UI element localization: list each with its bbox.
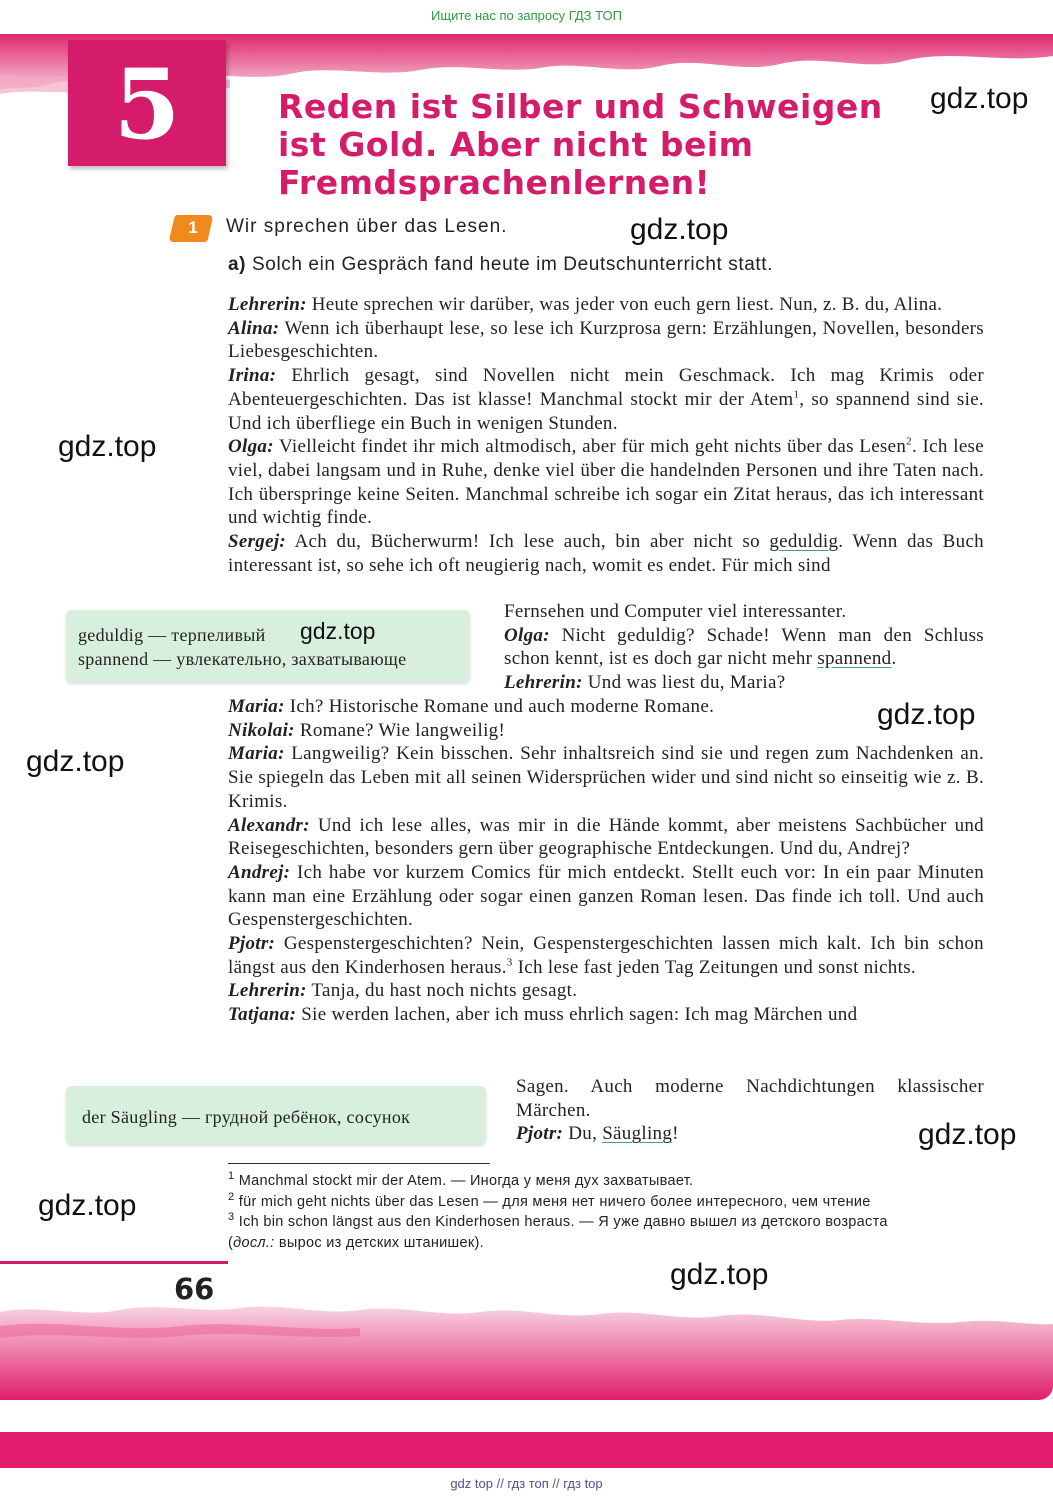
glossary-entry: der Säugling — грудной ребёнок, сосунок (82, 1107, 411, 1127)
footnote-text: вырос из детских штанишек). (278, 1234, 484, 1251)
watermark: gdz.top (918, 1118, 1017, 1151)
footnote-ref: 3 (506, 956, 513, 969)
dialogue-line: Olga: Nicht geduldig? Schade! Wenn man den Schluss schon kennt, ist es doch gar nicht mehr spannend. (504, 624, 984, 670)
line-text: Und ich lese alles, was mir in die Hände kommt, aber meistens Sachbücher und Reisegeschichten, besonders gern über geographische Entdeckungen. Und du, Andrej? (228, 814, 984, 860)
footnote-ref: 1 (793, 388, 800, 401)
dialogue-line (228, 695, 984, 719)
line-text: Gespenstergeschichten? Nein, Gespenstergeschichten lassen mich kalt. Ich bin schon längst aus den Kinderhosen heraus. (228, 933, 984, 978)
chapter-number: 5 (113, 48, 181, 161)
line-text: Du, (568, 1123, 598, 1145)
dialogue-line (228, 1003, 984, 1027)
vocab-word: geduldig (769, 531, 839, 553)
footnote-italic: досл.: (233, 1234, 275, 1251)
watermark: gdz.top (930, 82, 1029, 115)
footnote-text: Manchmal stockt mir der Atem. — Иногда у меня дух захватывает. (238, 1173, 694, 1189)
speaker: Lehrerin: (504, 672, 583, 694)
dialogue-line (504, 671, 984, 695)
dialogue-line (228, 364, 984, 435)
subtask-text: Solch ein Gespräch fand heute im Deutschunterricht statt. (252, 254, 774, 275)
dialogue-line (228, 861, 984, 932)
speaker: Sergej: (228, 531, 287, 553)
dialogue-line (228, 979, 984, 1003)
dialogue-line (228, 435, 984, 530)
dialogue-block-4 (516, 1075, 984, 1146)
glossary-box-2 (66, 1086, 486, 1144)
footnote-text: Ich bin schon längst aus den Kinderhosen heraus. — Я уже давно вышел из детского возраста (238, 1214, 888, 1230)
speaker: Lehrerin: (228, 980, 307, 1002)
line-text: Langweilig? Kein bisschen. Sehr inhaltsreich sind sie und regen zum Nachdenken an. Sie spiegeln das Leben mit all seinen Widersprüchen wider und sind nicht so einseitig wie z. B. Krimis. (228, 743, 984, 812)
watermark: gdz.top (877, 698, 976, 731)
watermark: gdz.top (670, 1258, 769, 1291)
line-text: Ich? Historische Romane und auch moderne Romane. (289, 696, 715, 717)
exercise-number: 1 (188, 218, 198, 237)
watermark: gdz.top (26, 745, 125, 778)
speaker: Olga: (228, 436, 274, 458)
footnote-mark: 1 (228, 1170, 235, 1183)
search-hint: Ищите нас по запросу ГДЗ ТОП (431, 8, 622, 23)
dialogue-line (228, 530, 984, 577)
dialogue-line (516, 1122, 984, 1146)
line-text: , so spannend sind sie. Und ich überfliege ein Buch in wenigen Stunden. (228, 388, 984, 434)
footnote-ref: 2 (906, 435, 912, 448)
dialogue-block-1 (228, 293, 984, 577)
line-text: Heute sprechen wir darüber, was jeder von euch gern liest. Nun, z. B. du, Alina. (311, 294, 943, 315)
dialogue-line (228, 932, 984, 979)
line-text: Fernsehen und Computer viel interessanter. (504, 601, 847, 622)
watermark: gdz.top (58, 430, 157, 463)
line-text: Ach du, Bücherwurm! Ich lese auch, bin aber nicht so (294, 531, 760, 553)
chapter-title-line-1: Reden ist Silber und Schweigen (278, 87, 883, 126)
chapter-title-line-2: ist Gold. Aber nicht beim (278, 125, 754, 164)
dialogue-block-2 (504, 600, 984, 695)
footnote-mark: 3 (228, 1211, 235, 1224)
line-text: Sagen. Auch moderne Nachdichtungen klassischer Märchen. (516, 1076, 984, 1121)
footer-links[interactable]: gdz top // гдз топ // гдз top (450, 1476, 603, 1491)
speaker: Maria: (228, 696, 285, 717)
speaker: Pjotr: (228, 933, 276, 955)
speaker: Alexandr: (228, 814, 310, 836)
line-text: . Ich lese viel, dabei langsam und in Ruhe, denke viel über die handelnden Personen und ihre Taten nach. Ich überspringe keine Seiten. Manchmal schreibe ich sogar ein Zitat heraus, das ich interessant und wichtig finde. (228, 436, 984, 529)
bottom-pink-strip (0, 1432, 1053, 1468)
dialogue-line (228, 293, 984, 317)
line-text: Vielleicht findet ihr mich altmodisch, aber für mich geht nichts über das Lesen (279, 436, 907, 458)
glossary-entry: spannend — увлекательно, захватывающе (78, 649, 407, 669)
exercise-title: Wir sprechen über das Lesen. (226, 216, 508, 237)
speaker: Maria: (228, 743, 285, 765)
subtask-label: a) (228, 254, 247, 275)
speaker: Irina: (228, 365, 277, 387)
speaker: Alina: (228, 317, 280, 339)
dialogue-line (228, 814, 984, 861)
line-text: Tanja, du hast noch nichts gesagt. (311, 980, 578, 1002)
footnote-mark: 2 (228, 1190, 235, 1203)
speaker: Olga: (504, 624, 550, 646)
watermark: gdz.top (300, 618, 376, 644)
speaker: Andrej: (228, 861, 291, 883)
dialogue-line (228, 317, 984, 364)
line-text: Ich lese fast jeden Tag Zeitungen und sonst nichts. (517, 956, 916, 978)
chapter-title-line-3: Fremdsprachenlernen! (278, 163, 711, 202)
footnote (228, 1171, 988, 1192)
line-text: Ehrlich gesagt, sind Novellen nicht mein Geschmack. Ich mag Krimis oder Abenteuergeschichten. Das ist klasse! Manchmal stockt mir der Atem (228, 365, 984, 410)
dialogue-line (228, 719, 984, 743)
vocab-word: Säugling (602, 1123, 673, 1145)
exercise-subtask (228, 254, 773, 276)
footnote-text: für mich geht nichts über das Lesen — для меня нет ничего более интересного, чем чтение (238, 1193, 871, 1210)
footnote: $^3$ Ich bin schon längst aus den Kinderhosen heraus. — Я уже давно вышел из детского возраста (досл.: вырос из детских штанишек). (228, 1211, 888, 1251)
dialogue-block-3 (228, 695, 984, 1027)
line-text: ! (672, 1123, 679, 1145)
line-text: Romane? Wie langweilig! (299, 719, 506, 741)
bottom-decorative-band (0, 1296, 1053, 1400)
footnotes (228, 1171, 988, 1253)
glossary-box-1 (66, 610, 470, 682)
line-text: Sie werden lachen, aber ich muss ehrlich sagen: Ich mag Märchen und (301, 1004, 858, 1026)
line-text: Ich habe vor kurzem Comics für mich entdeckt. Stellt euch vor: In ein paar Minuten kann man eine Erzählung oder sogar einen ganzen Roman lesen. Das finde ich toll. Und auch Gespenstergeschichten. (228, 861, 984, 931)
line-text: Nicht geduldig? Schade! Wenn man den Schluss schon kennt, ist es doch gar nicht mehr (504, 624, 984, 670)
line-text: Wenn ich überhaupt lese, so lese ich Kurzprosa gern: Erzählungen, Novellen, besonders Liebesgeschichten. (228, 317, 984, 363)
page-number-bar (0, 1261, 228, 1264)
footnote-divider (228, 1163, 490, 1164)
speaker: Tatjana: (228, 1004, 297, 1026)
glossary-entry: geduldig — терпеливый (78, 625, 266, 645)
speaker: Nikolai: (228, 719, 295, 741)
line-text: . Wenn das Buch interessant ist, so sehe ich oft neugierig nach, womit es endet. Für mich sind (228, 531, 984, 576)
footnote (228, 1192, 988, 1213)
speaker: Pjotr: (516, 1123, 564, 1145)
vocab-word: spannend (817, 648, 892, 670)
speaker: Lehrerin: (228, 294, 307, 315)
chapter-title (278, 88, 928, 202)
page-number: 66 (174, 1272, 215, 1306)
watermark: gdz.top (38, 1189, 137, 1222)
dialogue-line (228, 742, 984, 813)
line-text: Und was liest du, Maria? (587, 672, 786, 694)
watermark: gdz.top (630, 213, 729, 246)
